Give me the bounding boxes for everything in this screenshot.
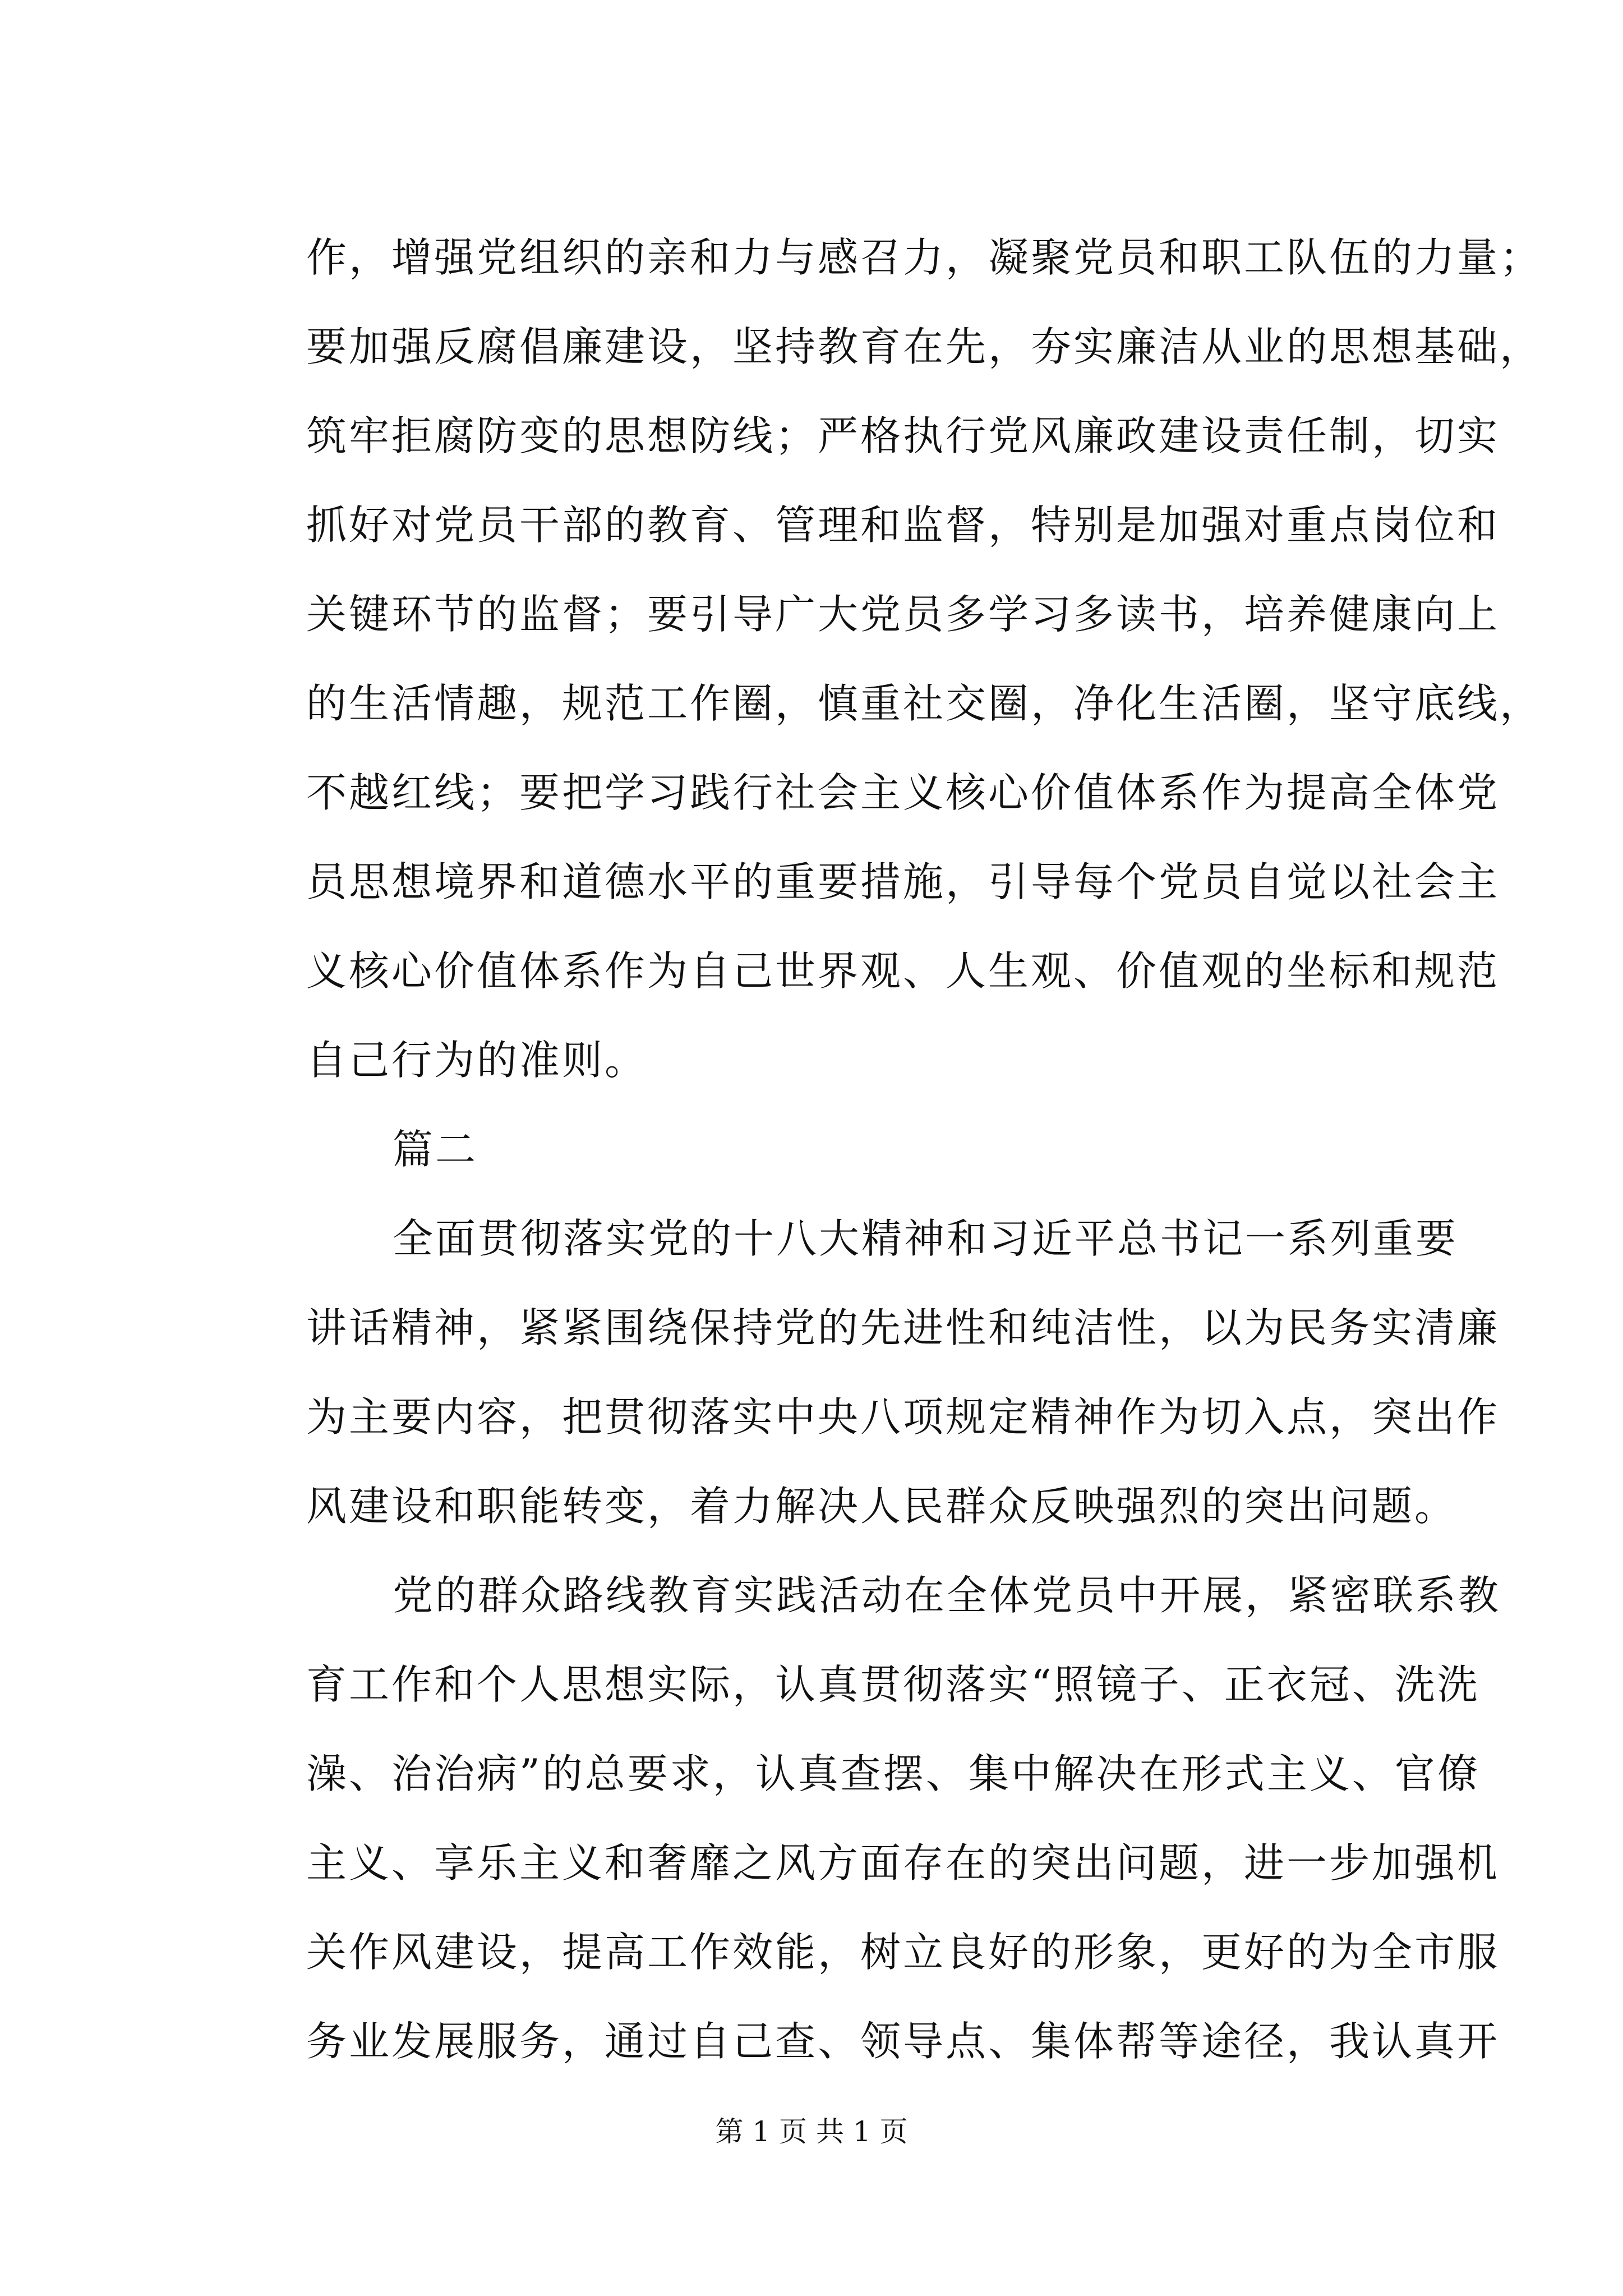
text-line-18: 澡、治治病”的总要求，认真查摆、集中解决在形式主义、官僚 (306, 1750, 1480, 1797)
text-line-13: 讲话精神，紧紧围绕保持党的先进性和纯洁性，以为民务实清廉 (306, 1304, 1500, 1351)
text-line-20: 关作风建设，提高工作效能，树立良好的形象，更好的为全市服 (306, 1929, 1500, 1976)
text-line-21: 务业发展服务，通过自己查、领导点、集体帮等途径，我认真开 (306, 2018, 1500, 2065)
text-line-16: 党的群众路线教育实践活动在全体党员中开展，紧密联系教 (393, 1572, 1501, 1619)
text-line-3: 筑牢拒腐防变的思想防线；严格执行党风廉政建设责任制，切实 (306, 412, 1500, 459)
text-line-19: 主义、享乐主义和奢靡之风方面存在的突出问题，进一步加强机 (306, 1839, 1500, 1887)
text-line-6: 的生活情趣，规范工作圈，慎重社交圈，净化生活圈，坚守底线， (306, 680, 1543, 727)
text-line-9: 义核心价值体系作为自己世界观、人生观、价值观的坐标和规范 (306, 947, 1500, 995)
page-footer (0, 2115, 1623, 2148)
text-line-1: 作，增强党组织的亲和力与感召力，凝聚党员和职工队伍的力量； (306, 234, 1543, 281)
text-line-2: 要加强反腐倡廉建设，坚持教育在先，夯实廉洁从业的思想基础， (306, 323, 1543, 370)
text-line-17: 育工作和个人思想实际，认真贯彻落实“照镜子、正衣冠、洗洗 (306, 1661, 1480, 1708)
text-line-4: 抓好对党员干部的教育、管理和监督，特别是加强对重点岗位和 (306, 501, 1500, 549)
document-body (306, 213, 1543, 2086)
text-line-7: 不越红线；要把学习践行社会主义核心价值体系作为提高全体党 (306, 769, 1500, 816)
text-line-12: 全面贯彻落实党的十八大精神和习近平总书记一系列重要 (393, 1215, 1459, 1262)
text-line-5: 关键环节的监督；要引导广大党员多学习多读书，培养健康向上 (306, 591, 1500, 638)
text-line-15: 风建设和职能转变，着力解决人民群众反映强烈的突出问题。 (306, 1483, 1458, 1530)
text-line-8: 员思想境界和道德水平的重要措施，引导每个党员自觉以社会主 (306, 858, 1500, 905)
text-line-14: 为主要内容，把贯彻落实中央八项规定精神作为切入点，突出作 (306, 1393, 1500, 1441)
section-heading: 篇二 (393, 1126, 478, 1173)
page-indicator: 第 1 页 共 1 页 (715, 2115, 908, 2148)
text-line-10: 自己行为的准则。 (306, 1037, 648, 1084)
